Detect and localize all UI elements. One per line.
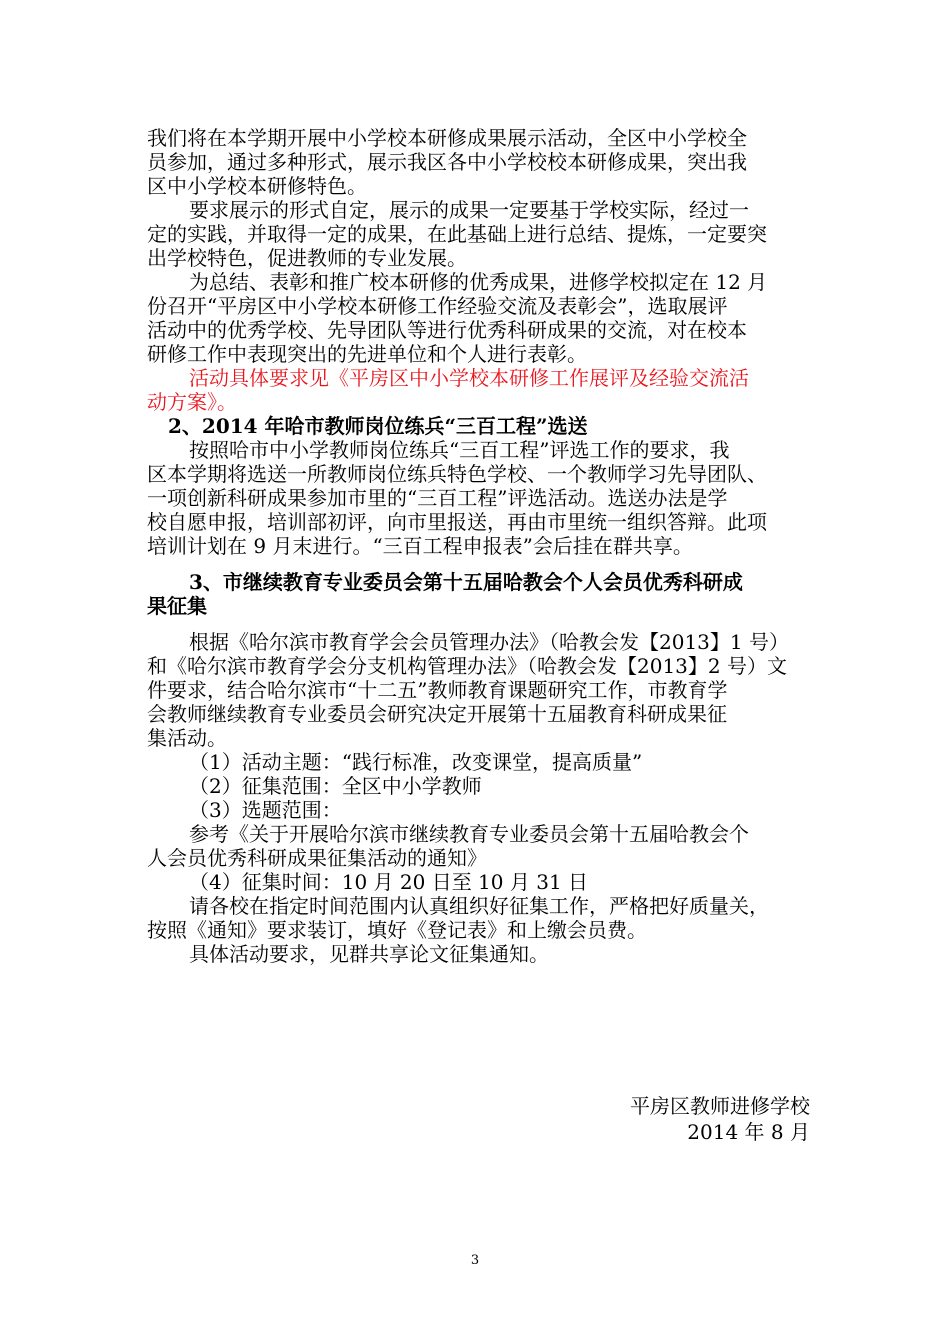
list-item-topic: （3）选题范围： bbox=[189, 798, 342, 822]
list-item-time: （4）征集时间：10 月 20 日至 10 月 31 日 bbox=[189, 870, 589, 894]
text-line: 和《哈尔滨市教育学会分支机构管理办法》（哈教会发【2013】2 号）文 bbox=[147, 654, 787, 678]
text-line: 区本学期将选送一所教师岗位练兵特色学校、一个教师学习先导团队、 bbox=[147, 462, 767, 486]
text-line: 动方案》。 bbox=[147, 390, 237, 414]
text-line: 研修工作中表现突出的先进单位和个人进行表彰。 bbox=[147, 342, 587, 366]
text-line: 出学校特色，促进教师的专业发展。 bbox=[147, 246, 467, 270]
text-line: 校自愿申报，培训部初评，向市里报送，再由市里统一组织答辩。此项 bbox=[147, 510, 767, 534]
text-line: 3、市继续教育专业委员会第十五届哈教会个人会员优秀科研成 bbox=[189, 570, 743, 594]
text-line: 请各校在指定时间范围内认真组织好征集工作，严格把好质量关， bbox=[189, 894, 769, 918]
signature-date: 2014 年 8 月 bbox=[687, 1120, 810, 1144]
list-item-theme: （1）活动主题：“践行标准，改变课堂，提高质量” bbox=[189, 750, 643, 774]
text-line: 按照哈市中小学教师岗位练兵“三百工程”评选工作的要求，我 bbox=[189, 438, 730, 462]
text-line: 具体活动要求，见群共享论文征集通知。 bbox=[189, 942, 549, 966]
text-line: 份召开“平房区中小学校本研修工作经验交流及表彰会”，选取展评 bbox=[147, 294, 728, 318]
text-line: 要求展示的形式自定，展示的成果一定要基于学校实际，经过一 bbox=[189, 198, 749, 222]
signature-org: 平房区教师进修学校 bbox=[630, 1094, 810, 1118]
text-line: 培训计划在 9 月末进行。“三百工程申报表”会后挂在群共享。 bbox=[147, 534, 693, 558]
text-line: 根据《哈尔滨市教育学会会员管理办法》（哈教会发【2013】1 号） bbox=[189, 630, 789, 654]
page-number: 3 bbox=[470, 1253, 480, 1268]
list-item-scope: （2）征集范围：全区中小学教师 bbox=[189, 774, 482, 798]
text-line: 人会员优秀科研成果征集活动的通知》 bbox=[147, 846, 487, 870]
text-line: 活动中的优秀学校、先导团队等进行优秀科研成果的交流，对在校本 bbox=[147, 318, 747, 342]
text-line: 集活动。 bbox=[147, 726, 227, 750]
text-line: 一项创新科研成果参加市里的“三百工程”评选活动。选送办法是学 bbox=[147, 486, 728, 510]
text-line: 件要求，结合哈尔滨市“十二五”教师教育课题研究工作，市教育学 bbox=[147, 678, 728, 702]
section-heading: 2、2014 年哈市教师岗位练兵“三百工程”选送 bbox=[168, 414, 588, 438]
text-line: 果征集 bbox=[147, 594, 207, 618]
text-line: 参考《关于开展哈尔滨市继续教育专业委员会第十五届哈教会个 bbox=[189, 822, 749, 846]
text-line: 我们将在本学期开展中小学校本研修成果展示活动，全区中小学校全 bbox=[147, 126, 747, 150]
text-line: 定的实践，并取得一定的成果，在此基础上进行总结、提炼，一定要突 bbox=[147, 222, 767, 246]
text-line: 员参加，通过多种形式，展示我区各中小学校校本研修成果，突出我 bbox=[147, 150, 747, 174]
text-line: 按照《通知》要求装订，填好《登记表》和上缴会员费。 bbox=[147, 918, 647, 942]
text-line: 为总结、表彰和推广校本研修的优秀成果，进修学校拟定在 12 月 bbox=[189, 270, 768, 294]
text-line: 区中小学校本研修特色。 bbox=[147, 174, 367, 198]
text-line: 会教师继续教育专业委员会研究决定开展第十五届教育科研成果征 bbox=[147, 702, 727, 726]
text-line: 活动具体要求见《平房区中小学校本研修工作展评及经验交流活 bbox=[189, 366, 749, 390]
